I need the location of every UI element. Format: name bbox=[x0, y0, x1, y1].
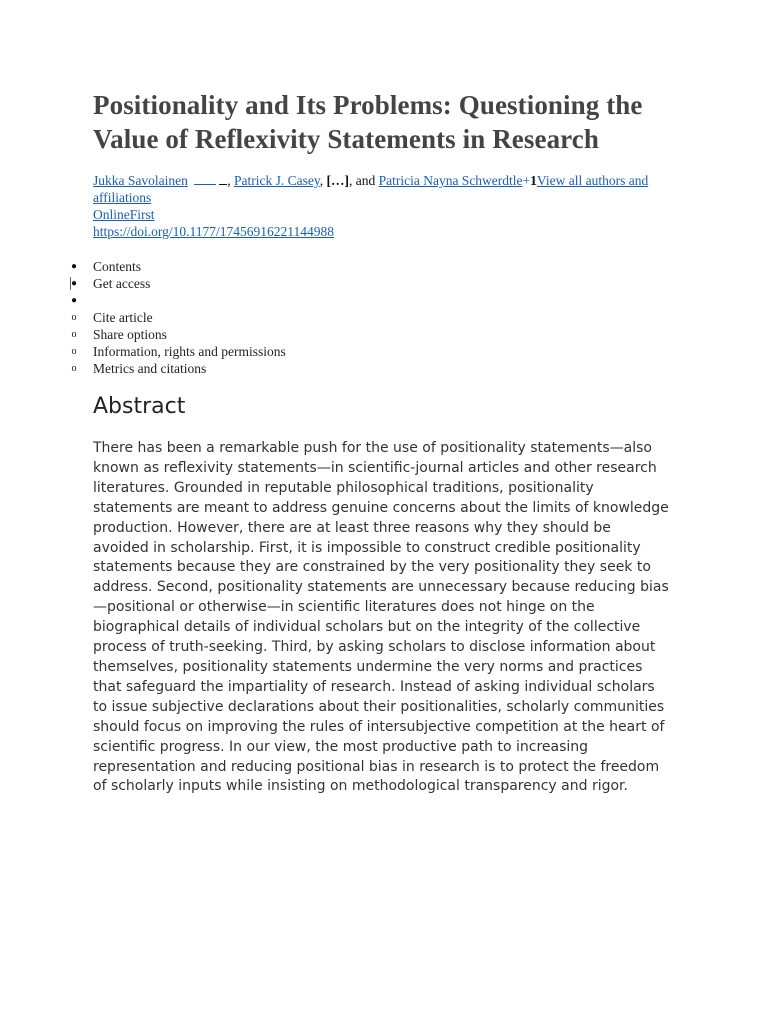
article-page bbox=[70, 88, 673, 811]
menu-item-cite-article[interactable] bbox=[71, 309, 673, 326]
menu-item-metrics[interactable] bbox=[71, 360, 673, 377]
and-text: , and bbox=[348, 173, 376, 188]
menu-item-empty bbox=[70, 292, 673, 309]
plus-icon: + bbox=[522, 173, 531, 188]
abstract-heading: Abstract bbox=[93, 394, 186, 419]
orcid-link[interactable] bbox=[194, 174, 216, 185]
collapsed-authors-button[interactable]: […] bbox=[326, 173, 349, 188]
article-tools-menu bbox=[70, 258, 673, 377]
menu-item-share-options[interactable] bbox=[71, 326, 673, 343]
bullet-icon: ● bbox=[70, 261, 78, 272]
menu-item-label: Information, rights and permissions bbox=[93, 344, 286, 359]
menu-item-permissions[interactable] bbox=[71, 343, 673, 360]
menu-item-label: Get access bbox=[93, 276, 151, 291]
author-separator: , bbox=[227, 173, 231, 188]
author-separator: , bbox=[319, 173, 324, 188]
view-all-authors-link[interactable]: View all authors and affiliations bbox=[93, 173, 649, 205]
menu-item-label: Contents bbox=[93, 259, 142, 274]
menu-item-label: Cite article bbox=[93, 310, 153, 325]
doi-link[interactable]: https://doi.org/10.1177/17456916221144988 bbox=[93, 224, 335, 239]
menu-item-contents[interactable] bbox=[70, 258, 673, 275]
onlinefirst-link[interactable]: OnlineFirst bbox=[93, 207, 155, 222]
menu-item-label: Metrics and citations bbox=[93, 361, 207, 376]
circle-bullet-icon: o bbox=[71, 329, 77, 340]
circle-bullet-icon: o bbox=[71, 346, 77, 357]
bullet-icon: ● bbox=[70, 278, 78, 289]
author-link-casey[interactable]: Patrick J. Casey bbox=[233, 173, 320, 188]
circle-bullet-icon: o bbox=[71, 363, 77, 374]
more-authors-count: 1 bbox=[530, 173, 537, 188]
bullet-icon: ● bbox=[70, 295, 78, 306]
author-link-schwerdtle[interactable]: Patricia Nayna Schwerdtle bbox=[378, 173, 523, 188]
circle-bullet-icon: o bbox=[71, 312, 77, 323]
menu-item-label: Share options bbox=[93, 327, 167, 342]
menu-item-get-access[interactable] bbox=[70, 275, 673, 292]
article-title: Positionality and Its Problems: Questioning the Value of Reflexivity Statements in Research bbox=[93, 90, 643, 154]
abstract-text: There has been a remarkable push for the use of positionality statements—also known as reflexivity statements—in scientific-journal articles and other research literatures. Grounded in reputable philosophical traditions, positionality statements are meant to address genuine concerns about the limits of knowledge production. However, there are at least three reasons why they should be avoided in scholarship. First, it is impossible to construct credible positionality statements because they are constrained by the very positionality they seek to address. Second, positionality statements are unnecessary because reducing bias—positional or otherwise—in scientific literatures does not hinge on the biographical details of individual scholars but on the integrity of the collective process of truth-seeking. Third, by asking scholars to disclose information about themselves, positionality statements undermine the very norms and practices that safeguard the impartiality of research. Instead of asking individual scholars to issue subjective declarations about their positionalities, scholarly communities should focus on improving the rules of intersubjective competition at the heart of scientific progress. In our view, the most productive path to increasing representation and reducing positional bias in research is to protect the freedom of scholarly inputs while insisting on methodological transparency and rigor. bbox=[93, 440, 669, 795]
author-link-savolainen[interactable]: Jukka Savolainen bbox=[93, 173, 188, 188]
author-list bbox=[93, 172, 673, 240]
